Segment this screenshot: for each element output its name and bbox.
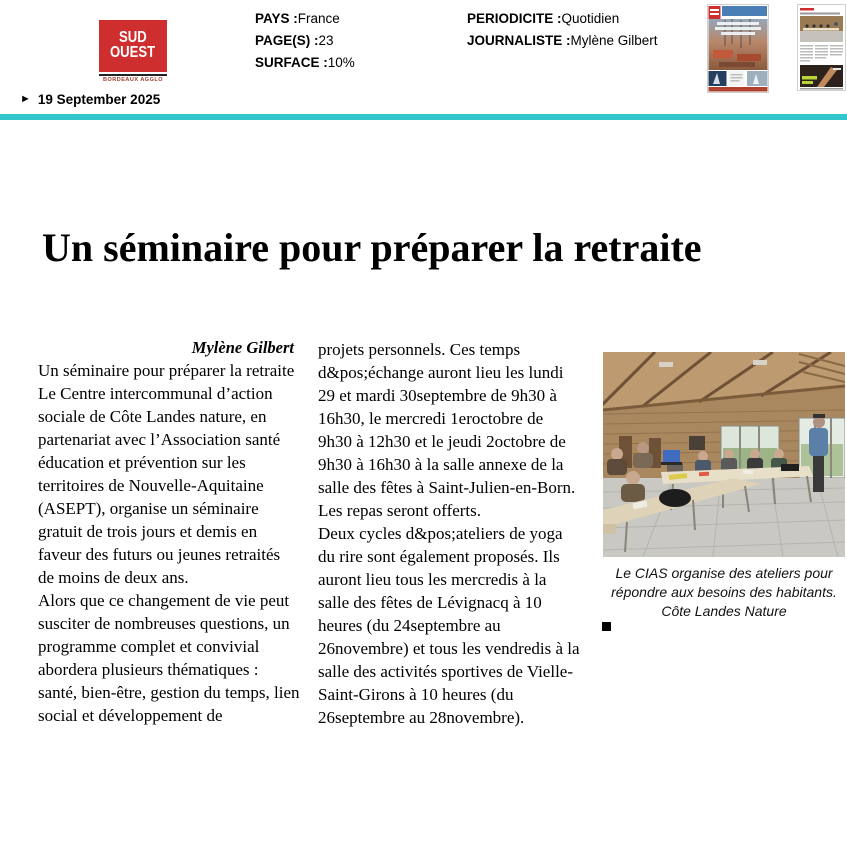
article-title: Un séminaire pour préparer la retraite bbox=[42, 224, 702, 270]
meta-periodicite-value: Quotidien bbox=[561, 11, 620, 26]
date-row bbox=[20, 92, 160, 107]
meta-pages-label: PAGE(S) : bbox=[255, 33, 319, 48]
logo-text-sud: SUD bbox=[119, 29, 147, 47]
metadata-column-1 bbox=[255, 8, 355, 74]
front-page-thumbnail[interactable] bbox=[707, 4, 769, 98]
paragraph-lead: Un séminaire pour préparer la retraite bbox=[38, 361, 295, 380]
logo-edition-label: BORDEAUX AGGLO bbox=[99, 74, 167, 83]
article-byline: Mylène Gilbert bbox=[191, 338, 294, 357]
meta-surface-label: SURFACE : bbox=[255, 55, 328, 70]
article-end-marker-icon bbox=[602, 622, 611, 631]
front-page-thumbnail-image bbox=[707, 4, 769, 93]
sudouest-logo bbox=[99, 20, 167, 83]
metadata-column-2 bbox=[467, 8, 658, 52]
date-marker-icon: ► bbox=[20, 93, 31, 105]
sudouest-logo-box bbox=[99, 20, 167, 72]
article-page-thumbnail[interactable] bbox=[797, 4, 846, 96]
article-column-left bbox=[38, 336, 300, 727]
meta-row-pages bbox=[255, 30, 355, 52]
meta-pages-value: 23 bbox=[318, 33, 334, 48]
meta-periodicite-label: PERIODICITE : bbox=[467, 11, 562, 26]
meta-pays-value: France bbox=[297, 11, 340, 26]
logo-text-ouest: OUEST bbox=[110, 44, 156, 61]
paragraph-4: Deux cycles d&pos;ateliers de yoga du rire sont également proposés. Ils auront lieu tous les mercredis à la salle des fêtes de Lévignacq à 10 heures (du 24septembre au 26novembre) et tous les vendredis à la salle des activités sportives de Vielle-Saint-Girons à 10 heures (du 26septembre au 28novembre). bbox=[318, 524, 580, 727]
article-column-right bbox=[318, 338, 580, 729]
meeting-room-photo bbox=[603, 352, 845, 557]
photo-caption: Le CIAS organise des ateliers pour répondre aux besoins des habitants. Côte Landes Nature bbox=[611, 565, 837, 619]
paragraph-1: Le Centre intercommunal d’action sociale de Côte Landes nature, en partenariat avec l’Association santé éducation et prévention sur les territoires de Nouvelle-Aquitaine (ASEPT), organise un séminaire gratuit de trois jours et demis en faveur des futurs ou jeunes retraités de moins de deux ans. bbox=[38, 384, 281, 587]
paragraph-3: projets personnels. Ces temps d&pos;échange auront lieu les lundi 29 et mardi 30septembre de 9h30 à 16h30, le mercredi 1eroctobre de 9h30 à 12h30 et le jeudi 2octobre de 9h30 à 16h30 à la salle annexe de la salle des fêtes à Saint-Julien-en-Born. Les repas seront offerts. bbox=[318, 340, 576, 520]
meta-row-periodicite bbox=[467, 8, 658, 30]
meta-row-surface bbox=[255, 52, 355, 74]
meta-journaliste-value: Mylène Gilbert bbox=[570, 33, 658, 48]
article-page-thumbnail-image bbox=[797, 4, 846, 91]
teal-divider bbox=[0, 114, 847, 120]
meta-row-pays bbox=[255, 8, 355, 30]
meta-surface-value: 10% bbox=[327, 55, 355, 70]
paragraph-2: Alors que ce changement de vie peut susciter de nombreuses questions, un programme complet et convivial abordera plusieurs thématiques : santé, bien-être, gestion du temps, lien social et développement de bbox=[38, 591, 300, 725]
clipping-date: 19 September 2025 bbox=[37, 92, 161, 107]
article-photo bbox=[603, 352, 845, 557]
meta-journaliste-label: JOURNALISTE : bbox=[467, 33, 571, 48]
meta-row-journaliste bbox=[467, 30, 658, 52]
meta-pays-label: PAYS : bbox=[255, 11, 298, 26]
